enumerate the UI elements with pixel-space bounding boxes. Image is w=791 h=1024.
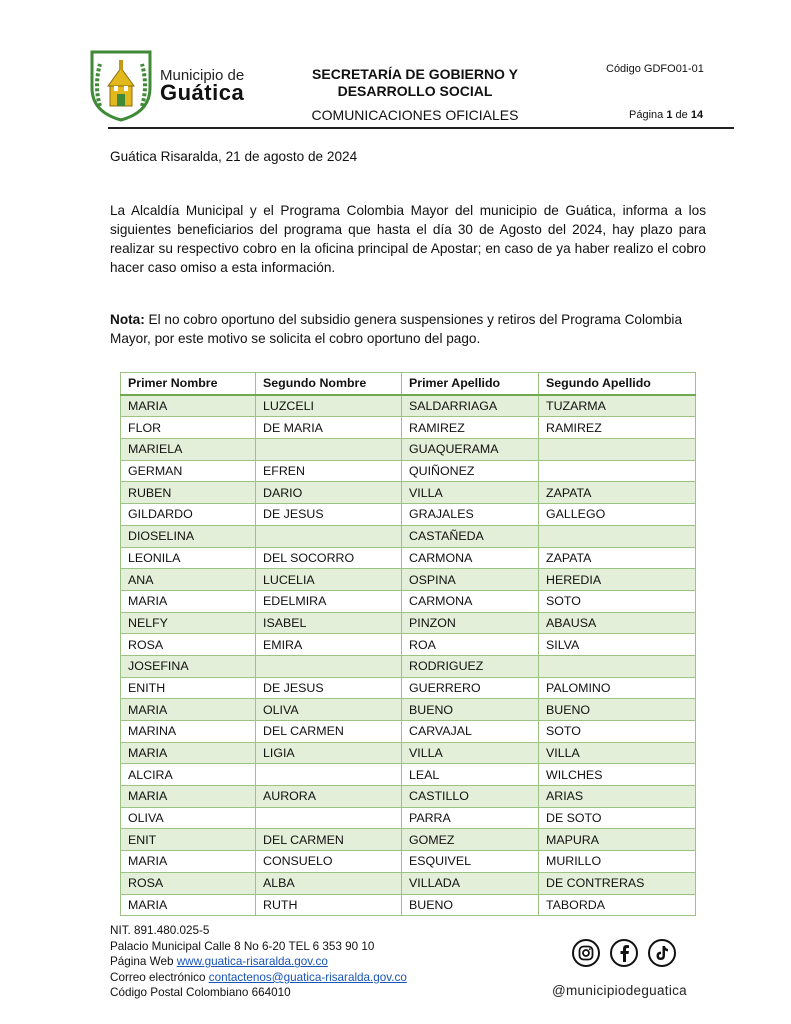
table-row <box>121 764 696 786</box>
cell-segundo-apellido: DE CONTRERAS <box>539 872 696 894</box>
cell-primer-apellido: CASTILLO <box>402 786 539 808</box>
note-label: Nota: <box>110 312 145 327</box>
cell-primer-nombre: JOSEFINA <box>121 655 256 677</box>
footer-contact <box>110 923 407 1001</box>
table-row <box>121 395 696 417</box>
cell-segundo-nombre <box>256 525 402 547</box>
page-indicator <box>629 109 703 121</box>
footer-email <box>110 970 407 986</box>
cell-primer-apellido: ROA <box>402 634 539 656</box>
table-row <box>121 417 696 439</box>
cell-primer-apellido: LEAL <box>402 764 539 786</box>
note-text: El no cobro oportuno del subsidio genera suspensiones y retiros del Programa Colombia Mayor, por este motivo se solicita el cobro oportuno del pago. <box>110 312 683 346</box>
cell-primer-apellido: CARVAJAL <box>402 721 539 743</box>
page-of: de <box>675 109 688 121</box>
cell-segundo-nombre: DARIO <box>256 482 402 504</box>
beneficiaries-table <box>120 372 696 916</box>
facebook-icon[interactable] <box>610 939 638 967</box>
table-row <box>121 569 696 591</box>
table-row <box>121 655 696 677</box>
cell-primer-apellido: GUERRERO <box>402 677 539 699</box>
cell-segundo-apellido: BUENO <box>539 699 696 721</box>
cell-segundo-apellido: SOTO <box>539 721 696 743</box>
table-row <box>121 786 696 808</box>
cell-primer-nombre: MARIA <box>121 851 256 873</box>
cell-primer-nombre: ROSA <box>121 872 256 894</box>
cell-segundo-nombre: LUCELIA <box>256 569 402 591</box>
table-row <box>121 699 696 721</box>
column-header-primer-apellido: Primer Apellido <box>402 373 539 395</box>
table-row <box>121 460 696 482</box>
cell-primer-apellido: RAMIREZ <box>402 417 539 439</box>
cell-segundo-nombre <box>256 439 402 461</box>
table-body <box>121 395 696 916</box>
cell-segundo-nombre: DE MARIA <box>256 417 402 439</box>
table-row <box>121 590 696 612</box>
tiktok-icon[interactable] <box>648 939 676 967</box>
cell-primer-apellido: QUIÑONEZ <box>402 460 539 482</box>
cell-primer-nombre: MARIA <box>121 786 256 808</box>
municipality-logo <box>86 48 156 122</box>
cell-segundo-nombre: ISABEL <box>256 612 402 634</box>
cell-segundo-apellido: WILCHES <box>539 764 696 786</box>
cell-segundo-nombre: DEL CARMEN <box>256 829 402 851</box>
cell-segundo-apellido <box>539 655 696 677</box>
header-divider <box>108 127 734 129</box>
logo-text-top: Municipio de <box>160 67 245 84</box>
cell-primer-apellido: CARMONA <box>402 590 539 612</box>
cell-segundo-nombre: LIGIA <box>256 742 402 764</box>
cell-primer-apellido: VILLA <box>402 482 539 504</box>
cell-primer-nombre: ALCIRA <box>121 764 256 786</box>
cell-primer-apellido: RODRIGUEZ <box>402 655 539 677</box>
table-row <box>121 721 696 743</box>
page-total: 14 <box>690 109 704 121</box>
cell-segundo-nombre: RUTH <box>256 894 402 916</box>
cell-segundo-apellido: SILVA <box>539 634 696 656</box>
cell-segundo-nombre: DEL CARMEN <box>256 721 402 743</box>
beneficiaries-table-container <box>120 372 696 916</box>
cell-segundo-apellido: ARIAS <box>539 786 696 808</box>
footer-postal: Código Postal Colombiano 664010 <box>110 986 291 1000</box>
cell-segundo-nombre: CONSUELO <box>256 851 402 873</box>
cell-primer-apellido: BUENO <box>402 699 539 721</box>
cell-primer-apellido: VILLA <box>402 742 539 764</box>
table-row <box>121 634 696 656</box>
cell-primer-nombre: ENITH <box>121 677 256 699</box>
cell-segundo-apellido <box>539 439 696 461</box>
cell-primer-nombre: GERMAN <box>121 460 256 482</box>
cell-segundo-nombre: DE JESUS <box>256 504 402 526</box>
page-current: 1 <box>666 109 673 121</box>
cell-segundo-nombre: EFREN <box>256 460 402 482</box>
cell-segundo-apellido: PALOMINO <box>539 677 696 699</box>
website-link[interactable]: www.guatica-risaralda.gov.co <box>176 955 328 969</box>
cell-primer-apellido: BUENO <box>402 894 539 916</box>
cell-primer-nombre: NELFY <box>121 612 256 634</box>
cell-segundo-apellido: SOTO <box>539 590 696 612</box>
cell-primer-nombre: GILDARDO <box>121 504 256 526</box>
cell-segundo-nombre <box>256 655 402 677</box>
cell-primer-nombre: MARIA <box>121 894 256 916</box>
cell-segundo-nombre: EMIRA <box>256 634 402 656</box>
cell-primer-nombre: DIOSELINA <box>121 525 256 547</box>
social-handle: @municipiodeguatica <box>552 983 687 998</box>
cell-primer-nombre: MARIELA <box>121 439 256 461</box>
cell-primer-nombre: MARIA <box>121 395 256 417</box>
cell-primer-apellido: CASTAÑEDA <box>402 525 539 547</box>
cell-primer-apellido: PINZON <box>402 612 539 634</box>
cell-segundo-apellido: HEREDIA <box>539 569 696 591</box>
email-link[interactable]: contactenos@guatica-risaralda.gov.co <box>208 970 407 984</box>
cell-segundo-apellido: GALLEGO <box>539 504 696 526</box>
table-row <box>121 851 696 873</box>
cell-primer-apellido: ESQUIVEL <box>402 851 539 873</box>
table-row <box>121 612 696 634</box>
cell-primer-nombre: LEONILA <box>121 547 256 569</box>
cell-segundo-apellido: MURILLO <box>539 851 696 873</box>
footer-email-label: Correo electrónico <box>110 970 209 984</box>
cell-segundo-nombre: DE JESUS <box>256 677 402 699</box>
cell-segundo-nombre: DEL SOCORRO <box>256 547 402 569</box>
table-row <box>121 439 696 461</box>
cell-primer-nombre: ENIT <box>121 829 256 851</box>
cell-primer-nombre: OLIVA <box>121 807 256 829</box>
announcement-paragraph: La Alcaldía Municipal y el Programa Colombia Mayor del municipio de Guática, informa a los siguientes beneficiarios del programa que hasta el día 30 de Agosto del 2024, hay plazo para realizar su respectivo cobro en la oficina principal de Apostar; en caso de ya haber realizo el cobro hacer caso omiso a esta información. <box>110 203 706 275</box>
table-row <box>121 482 696 504</box>
cell-primer-apellido: GOMEZ <box>402 829 539 851</box>
cell-segundo-apellido <box>539 525 696 547</box>
page-label: Página <box>629 109 664 121</box>
date-line: Guática Risaralda, 21 de agosto de 2024 <box>110 149 358 164</box>
table-row <box>121 547 696 569</box>
table-row <box>121 525 696 547</box>
cell-primer-apellido: GRAJALES <box>402 504 539 526</box>
cell-primer-nombre: MARIA <box>121 699 256 721</box>
logo-text-bottom: Guática <box>160 80 245 105</box>
table-row <box>121 829 696 851</box>
cell-segundo-apellido: DE SOTO <box>539 807 696 829</box>
cell-segundo-nombre: AURORA <box>256 786 402 808</box>
column-header-primer-nombre: Primer Nombre <box>121 373 256 395</box>
cell-primer-apellido: VILLADA <box>402 872 539 894</box>
cell-segundo-apellido: ABAUSA <box>539 612 696 634</box>
cell-segundo-nombre <box>256 764 402 786</box>
cell-segundo-nombre <box>256 807 402 829</box>
cell-segundo-apellido: ZAPATA <box>539 482 696 504</box>
cell-segundo-nombre: OLIVA <box>256 699 402 721</box>
cell-primer-apellido: SALDARRIAGA <box>402 395 539 417</box>
cell-segundo-apellido: TABORDA <box>539 894 696 916</box>
cell-primer-nombre: MARINA <box>121 721 256 743</box>
cell-primer-nombre: ANA <box>121 569 256 591</box>
footer-web <box>110 954 407 970</box>
footer-web-label: Página Web <box>110 955 177 969</box>
cell-primer-nombre: RUBEN <box>121 482 256 504</box>
cell-primer-apellido: CARMONA <box>402 547 539 569</box>
cell-segundo-nombre: EDELMIRA <box>256 590 402 612</box>
instagram-icon[interactable] <box>572 939 600 967</box>
column-header-segundo-apellido: Segundo Apellido <box>539 373 696 395</box>
document-code: Código GDFO01-01 <box>606 63 704 75</box>
table-header-row <box>121 373 696 395</box>
table-row <box>121 742 696 764</box>
cell-primer-nombre: MARIA <box>121 742 256 764</box>
header-title: SECRETARÍA DE GOBIERNO Y DESARROLLO SOCIAL <box>312 66 518 99</box>
note-paragraph <box>110 310 706 348</box>
table-row <box>121 807 696 829</box>
header-subtitle: COMUNICACIONES OFICIALES <box>311 107 519 123</box>
cell-segundo-apellido: ZAPATA <box>539 547 696 569</box>
cell-primer-apellido: OSPINA <box>402 569 539 591</box>
table-row <box>121 872 696 894</box>
cell-segundo-apellido: MAPURA <box>539 829 696 851</box>
cell-primer-nombre: MARIA <box>121 590 256 612</box>
footer-address: Palacio Municipal Calle 8 No 6-20 TEL 6 353 90 10 <box>110 939 375 953</box>
cell-segundo-apellido: VILLA <box>539 742 696 764</box>
footer-nit: NIT. 891.480.025-5 <box>110 924 210 937</box>
table-row <box>121 504 696 526</box>
cell-primer-apellido: PARRA <box>402 807 539 829</box>
cell-segundo-apellido: TUZARMA <box>539 395 696 417</box>
cell-segundo-apellido: RAMIREZ <box>539 417 696 439</box>
cell-primer-nombre: FLOR <box>121 417 256 439</box>
cell-primer-apellido: GUAQUERAMA <box>402 439 539 461</box>
table-row <box>121 894 696 916</box>
cell-segundo-apellido <box>539 460 696 482</box>
cell-primer-nombre: ROSA <box>121 634 256 656</box>
column-header-segundo-nombre: Segundo Nombre <box>256 373 402 395</box>
cell-segundo-nombre: ALBA <box>256 872 402 894</box>
cell-segundo-nombre: LUZCELI <box>256 395 402 417</box>
table-row <box>121 677 696 699</box>
